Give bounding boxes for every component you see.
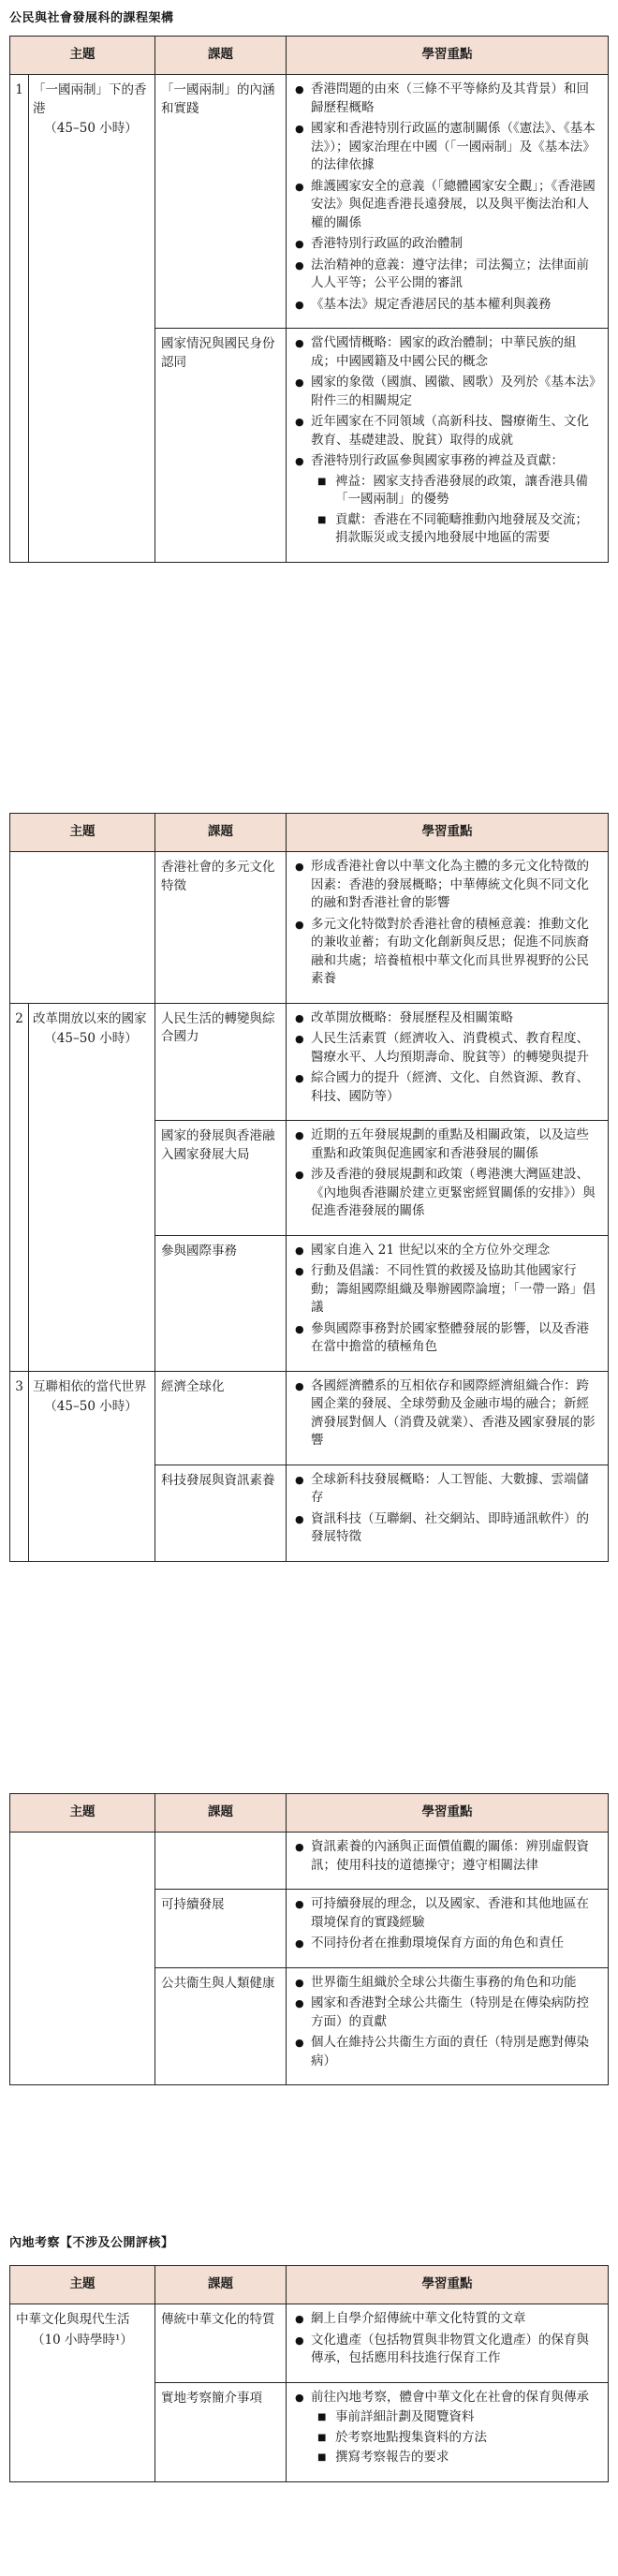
sub-point-list	[311, 2408, 598, 2467]
topic-cell: 「一國兩制」的內涵和實踐	[155, 75, 287, 329]
theme-title: 改革開放以來的國家	[33, 1010, 147, 1026]
learning-point-text: 多元文化特徵對於香港社會的積極意義：推動文化的兼收並蓄；有助文化創新與反思；促進不同族裔融和共處；培養植根中華文化而具世界視野的公民素養	[311, 916, 589, 986]
learning-point	[311, 374, 598, 410]
heading-mainland-study: 內地考察【不涉及公開評核】	[9, 2236, 174, 2250]
learning-points-list	[290, 1974, 598, 2071]
learning-points-cell	[287, 329, 609, 563]
learning-points-cell	[287, 2382, 609, 2481]
learning-point	[311, 1838, 598, 1875]
header-topic: 課題	[155, 814, 287, 852]
learning-point-text: 形成香港社會以中華文化為主體的多元文化特徵的因素：香港的發展概略；中華傳統文化與不同文化的融和對香港社會的影響	[311, 859, 589, 910]
learning-points-cell	[287, 1371, 609, 1465]
table-body	[10, 75, 609, 563]
learning-points-list	[290, 1471, 598, 1547]
learning-points-list	[290, 2310, 598, 2368]
theme-cell	[10, 2304, 155, 2482]
topic-cell: 人民生活的轉變與綜合國力	[155, 1003, 287, 1121]
learning-point	[311, 1935, 598, 1953]
theme-hours: （45–50 小時）	[44, 121, 138, 136]
learning-point-text: 涉及香港的發展規劃和政策（粵港澳大灣區建設、《內地與香港關於建立更緊密經貿關係的安排》）與促進香港發展的關係	[311, 1167, 596, 1218]
learning-points-cell	[287, 1890, 609, 1968]
learning-point	[311, 1242, 598, 1260]
learning-point	[311, 81, 598, 117]
learning-point-text: 前往內地考察，體會中華文化在社會的保育與傳承	[311, 2389, 589, 2405]
learning-point-text: 行動及倡議：不同性質的救援及協助其他國家行動；籌組國際組織及舉辦國際論壇；「一帶一路」倡議	[311, 1263, 596, 1315]
header-row	[10, 1794, 609, 1833]
table-row	[10, 852, 609, 1004]
learning-point	[311, 257, 598, 293]
learning-point-text: 資訊素養的內涵與正面價值觀的關係：辨別虛假資訊；使用科技的道德操守；遵守相關法律	[311, 1839, 589, 1873]
learning-point-text: 不同持份者在推動環境保育方面的角色和責任	[311, 1936, 564, 1950]
learning-point-text: 國家和香港對全球公共衞生（特別是在傳染病防控方面）的貢獻	[311, 1995, 589, 2029]
learning-points-list	[290, 2389, 598, 2467]
table-header	[10, 1794, 609, 1833]
theme-number: 3	[10, 1371, 29, 1561]
header-learning-points: 學習重點	[287, 1794, 609, 1833]
table-header	[10, 814, 609, 852]
sub-point: ■ 撰寫考察報告的要求	[335, 2449, 598, 2467]
learning-point-text: 當代國情概略：國家的政治體制；中華民族的組成；中國國籍及中國公民的概念	[311, 335, 577, 369]
learning-points-cell	[287, 1003, 609, 1121]
learning-points-list	[290, 1242, 598, 1357]
table-row	[10, 2304, 609, 2383]
learning-points-list	[290, 81, 598, 314]
sub-point: ■ 事前詳細計劃及閱覽資料	[335, 2408, 598, 2427]
header-topic: 課題	[155, 2266, 287, 2304]
theme-number: 1	[10, 75, 29, 563]
learning-points-list	[290, 1838, 598, 1875]
curriculum-table-part-4	[9, 2265, 609, 2482]
theme-title: 互聯相依的當代世界	[33, 1378, 147, 1394]
learning-points-cell	[287, 852, 609, 1004]
learning-point	[311, 452, 598, 548]
sub-point: ■ 裨益：國家支持香港發展的政策，讓香港具備「一國兩制」的優勢	[335, 473, 598, 509]
learning-point	[311, 1030, 598, 1067]
learning-points-cell	[287, 75, 609, 329]
learning-points-list	[290, 858, 598, 989]
theme-hours: （45–50 小時）	[44, 1031, 138, 1046]
learning-point-text: 國家的象徵（國旗、國徽、國歌）及列於《基本法》附件三的相關規定	[311, 375, 596, 408]
table-row	[10, 1833, 609, 1890]
learning-point	[311, 916, 598, 989]
sub-point: ■ 貢獻：香港在不同範疇推動內地發展及交流；捐款賑災或支援內地發展中地區的需要	[335, 511, 598, 548]
learning-point	[311, 1471, 598, 1508]
learning-point-text: 全球新科技發展概略：人工智能、大數據、雲端儲存	[311, 1471, 589, 1505]
table-body	[10, 2304, 609, 2482]
curriculum-table-part-2	[9, 813, 609, 1562]
learning-points-cell	[287, 1833, 609, 1890]
learning-point	[311, 334, 598, 371]
theme-cell	[29, 1003, 155, 1371]
learning-point-text: 維護國家安全的意義（「總體國家安全觀」；《香港國安法》與促進香港長遠發展，以及與平衡法治和人權的關係	[311, 178, 596, 230]
learning-point-text: 國家和香港特別行政區的憲制關係（《憲法》、《基本法》）；國家治理在中國（「一國兩制」及《基本法》的法律依據	[311, 121, 596, 172]
header-row	[10, 2266, 609, 2304]
sub-point: ■ 於考察地點搜集資料的方法	[335, 2429, 598, 2448]
theme-cell	[29, 1371, 155, 1561]
learning-points-list	[290, 1377, 598, 1450]
learning-point-text: 法治精神的意義：遵守法律；司法獨立；法律面前人人平等；公平公開的審訊	[311, 257, 589, 290]
learning-point-text: 各國經濟體系的互相依存和國際經濟組織合作：跨國企業的發展、全球勞動及金融市場的融合；新經濟發展對個人（消費及就業）、香港及國家發展的影響	[311, 1377, 596, 1448]
learning-point-text: 可持續發展的理念，以及國家、香港和其他地區在環境保育的實踐經驗	[311, 1896, 589, 1930]
learning-point-text: 文化遺產（包括物質與非物質文化遺產）的保育與傳承，包括應用科技進行保育工作	[311, 2332, 589, 2365]
learning-points-list	[290, 1126, 598, 1221]
theme-title: 「一國兩制」下的香港	[33, 82, 147, 116]
learning-point	[311, 178, 598, 233]
learning-point-text: 資訊科技（互聯網、社交網站、即時通訊軟件）的發展特徵	[311, 1510, 589, 1544]
learning-point-text: 世界衞生組織於全球公共衞生事務的角色和功能	[311, 1974, 577, 1990]
learning-point-text: 網上自學介紹傳統中華文化特質的文章	[311, 2311, 526, 2326]
learning-point	[311, 120, 598, 175]
theme-hours: （45–50 小時）	[44, 1399, 138, 1414]
learning-points-list	[290, 1895, 598, 1953]
header-learning-points: 學習重點	[287, 814, 609, 852]
topic-cell: 科技發展與資訊素養	[155, 1465, 287, 1561]
curriculum-table-part-1	[9, 36, 609, 563]
header-theme: 主題	[10, 814, 155, 852]
learning-point	[311, 1510, 598, 1547]
learning-point	[311, 1262, 598, 1317]
learning-point-text: 綜合國力的提升（經濟、文化、自然資源、教育、科技、國防等）	[311, 1070, 589, 1104]
header-topic: 課題	[155, 37, 287, 75]
header-row	[10, 37, 609, 75]
topic-cell: 實地考察簡介事項	[155, 2382, 287, 2481]
topic-cell: 國家情況與國民身份認同	[155, 329, 287, 563]
learning-points-cell	[287, 1967, 609, 2085]
learning-point-text: 人民生活素質（經濟收入、消費模式、教育程度、醫療水平、人均預期壽命、脫貧等）的轉變與提升	[311, 1031, 589, 1065]
learning-point-text: 《基本法》規定香港居民的基本權利與義務	[311, 296, 552, 312]
learning-point-text: 近年國家在不同領域（高新科技、醫療衛生、文化教育、基礎建設、脫貧）取得的成就	[311, 414, 589, 448]
theme-number: 2	[10, 1003, 29, 1371]
learning-point	[311, 1974, 598, 1993]
learning-point-text: 香港問題的由來（三條不平等條約及其背景）和回歸歷程概略	[311, 81, 589, 115]
table-header	[10, 37, 609, 75]
learning-point	[311, 2034, 598, 2070]
table-row	[10, 1371, 609, 1465]
header-topic: 課題	[155, 1794, 287, 1833]
learning-point	[311, 1009, 598, 1028]
theme-cell	[10, 1833, 155, 2085]
learning-point-text: 近期的五年發展規劃的重點及相關政策，以及這些重點和政策與促進國家和香港發展的關係	[311, 1127, 589, 1161]
learning-points-list	[290, 1009, 598, 1107]
learning-point-text: 改革開放概略：發展歷程及相關策略	[311, 1009, 513, 1025]
curriculum-table-part-3	[9, 1793, 609, 2085]
table-row	[10, 1003, 609, 1121]
learning-point	[311, 296, 598, 315]
theme-hours: （10 小時學時¹）	[32, 2332, 133, 2348]
learning-points-list	[290, 334, 598, 548]
learning-point	[311, 1995, 598, 2031]
header-learning-points: 學習重點	[287, 37, 609, 75]
learning-point	[311, 1377, 598, 1450]
theme-title: 中華文化與現代生活	[16, 2312, 130, 2327]
learning-point	[311, 1069, 598, 1106]
topic-cell: 參與國際事務	[155, 1235, 287, 1371]
table-body	[10, 1833, 609, 2085]
table-header	[10, 2266, 609, 2304]
learning-point-text: 香港特別行政區的政治體制	[311, 236, 463, 251]
header-row	[10, 814, 609, 852]
learning-point	[311, 1126, 598, 1163]
header-learning-points: 學習重點	[287, 2266, 609, 2304]
learning-points-cell	[287, 1235, 609, 1371]
learning-point	[311, 2332, 598, 2368]
learning-point-text: 個人在維持公共衞生方面的責任（特別是應對傳染病）	[311, 2035, 589, 2068]
theme-cell	[29, 75, 155, 563]
learning-points-cell	[287, 1121, 609, 1236]
learning-point	[311, 1895, 598, 1932]
learning-point-text: 國家自進入 21 世紀以來的全方位外交理念	[311, 1242, 551, 1258]
theme-cell	[10, 852, 155, 1004]
sub-point-list	[311, 473, 598, 548]
learning-points-cell	[287, 1465, 609, 1561]
header-theme: 主題	[10, 1794, 155, 1833]
learning-point	[311, 2389, 598, 2467]
topic-cell: 香港社會的多元文化特徵	[155, 852, 287, 1004]
header-theme: 主題	[10, 37, 155, 75]
header-theme: 主題	[10, 2266, 155, 2304]
learning-point-text: 參與國際事務對於國家整體發展的影響，以及香港在當中擔當的積極角色	[311, 1320, 589, 1354]
topic-cell: 國家的發展與香港融入國家發展大局	[155, 1121, 287, 1236]
learning-point	[311, 2310, 598, 2329]
table-body	[10, 852, 609, 1562]
learning-point	[311, 413, 598, 449]
topic-cell: 經濟全球化	[155, 1371, 287, 1465]
learning-point	[311, 235, 598, 254]
table-row	[10, 75, 609, 329]
heading-curriculum-framework: 公民與社會發展科的課程架構	[9, 11, 174, 25]
topic-cell: 傳統中華文化的特質	[155, 2304, 287, 2383]
topic-cell: 可持續發展	[155, 1890, 287, 1968]
learning-point	[311, 1166, 598, 1221]
topic-cell: 公共衞生與人類健康	[155, 1967, 287, 2085]
learning-point	[311, 1320, 598, 1357]
learning-points-cell	[287, 2304, 609, 2383]
topic-cell	[155, 1833, 287, 1890]
learning-point-text: 香港特別行政區參與國家事務的裨益及貢獻：	[311, 453, 564, 468]
learning-point	[311, 858, 598, 913]
